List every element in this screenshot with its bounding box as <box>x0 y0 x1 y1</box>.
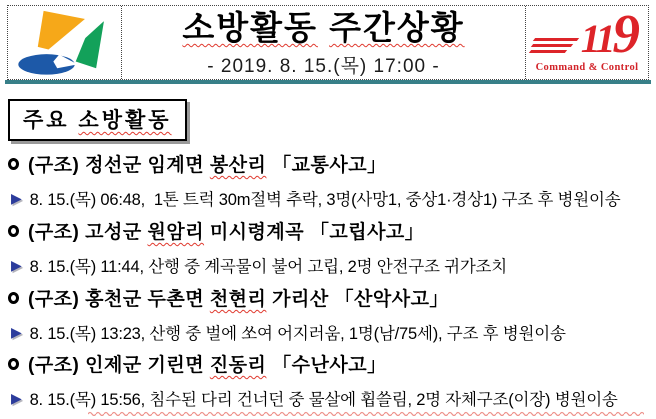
logo-119-digits-11: 11 <box>580 16 613 61</box>
detail-text: 8. 15.(목) 11:44, 산행 중 계곡물이 불어 고립, 2명 안전구조 귀가조치 <box>29 258 508 276</box>
gangwon-province-emblem-icon <box>15 8 115 78</box>
incident-headline <box>8 150 654 177</box>
logo-119-number <box>580 3 640 64</box>
incident-detail <box>11 253 654 277</box>
spellcheck-squiggle-decoration <box>88 409 644 416</box>
detail-text: 8. 15.(목) 13:23, 산행 중 벌에 쏘여 어지러움, 1명(남/75세), 구조 후 병원이송 <box>29 325 566 343</box>
circle-bullet-icon <box>8 358 19 370</box>
title-cell <box>122 6 525 79</box>
triangle-marker-icon: ▶ <box>11 257 22 273</box>
headline-text: (구조) 고성군 원암리 미시령계곡 「고립사고」 <box>28 222 425 243</box>
detail-text: 8. 15.(목) 06:48, 1톤 트럭 30m절벽 추락, 3명(사망1, 중상1·경상1) 구조 후 병원이송 <box>29 191 621 209</box>
logo-119-digit-9: 9 <box>612 3 640 64</box>
title-word-2: 주간상황 <box>329 9 465 47</box>
detail-text: 8. 15.(목) 15:56, 침수된 다리 건너던 중 물살에 휩쓸림, 2명 자체구조(이장) 병원이송 <box>29 391 618 409</box>
headline-text: (구조) 정선군 임계면 봉산리 「교통사고」 <box>28 155 387 176</box>
incident-detail <box>11 386 654 410</box>
incident-headline <box>8 217 654 244</box>
headline-text: (구조) 인제군 기린면 진동리 「수난사고」 <box>28 355 387 376</box>
page-title <box>182 9 464 47</box>
triangle-marker-icon: ▶ <box>11 190 22 206</box>
section-title-pre: 주요 <box>23 109 79 132</box>
incident-detail <box>11 186 654 210</box>
section-title-wavy: 소방활동 <box>78 109 172 132</box>
headline-text: (구조) 홍천군 두촌면 천현리 가리산 「산악사고」 <box>28 289 449 310</box>
header <box>7 5 649 80</box>
section-title-box <box>8 99 187 141</box>
title-space <box>318 9 329 46</box>
triangle-marker-icon: ▶ <box>11 324 22 340</box>
incident-item <box>8 217 654 277</box>
incident-item <box>8 150 654 210</box>
incident-item <box>8 284 654 344</box>
circle-bullet-icon <box>8 158 19 170</box>
incident-headline <box>8 284 654 311</box>
logo-119-caption: Command & Control <box>535 62 639 73</box>
logo-119-stripe <box>533 38 579 41</box>
incident-headline <box>8 350 654 377</box>
report-datetime: - 2019. 8. 15.(목) 17:00 - <box>207 55 440 77</box>
logo-119-stripe <box>529 50 567 53</box>
incident-item <box>8 350 654 410</box>
title-word-1: 소방활동 <box>182 9 318 47</box>
triangle-marker-icon: ▶ <box>11 390 22 406</box>
incident-detail <box>11 320 654 344</box>
logo-119-stripe <box>531 44 573 47</box>
logo-119-cell <box>525 3 648 79</box>
circle-bullet-icon <box>8 225 19 237</box>
header-divider-rule <box>5 80 651 84</box>
logo-119-icon <box>526 3 648 76</box>
emblem-cell <box>8 6 122 79</box>
circle-bullet-icon <box>8 292 19 304</box>
